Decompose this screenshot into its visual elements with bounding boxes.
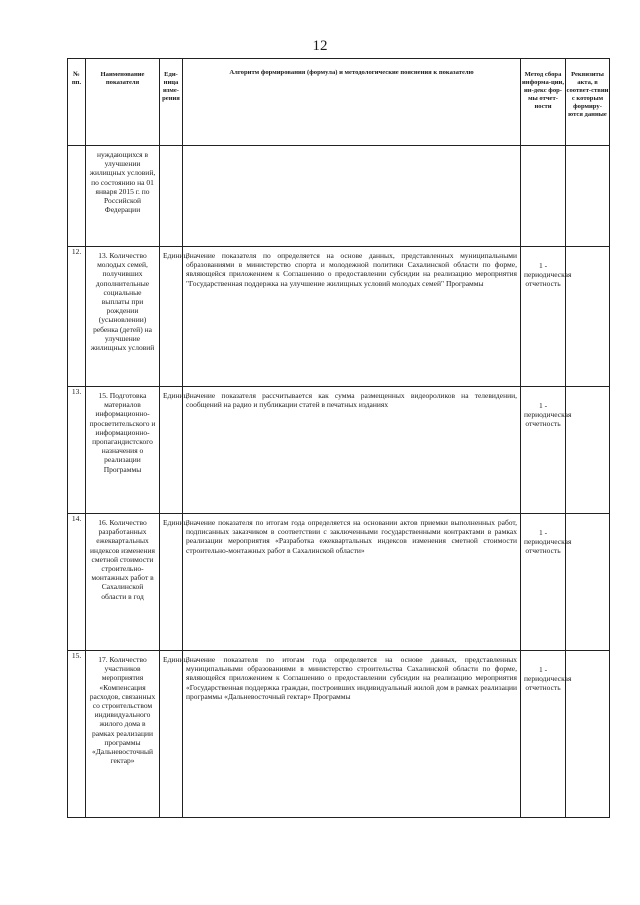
algorithm-text: Значение показателя рассчитывается как сумма размещенных видеороликов на телевидении, сообщений на радио и публикации статей в печатных изданиях [183, 387, 521, 514]
act-details [566, 146, 610, 247]
algorithm-text: Значение показателя по определяется на основе данных, представленных муниципальными образованиями в министерство спорта и молодежной политики Сахалинской области по форме, являющейся приложением к Соглашению о предоставлении субсидии на реализацию мероприятия "Государственная поддержка на улучшение жилищных условий молодых семей" Программы [183, 247, 521, 387]
table-row [68, 247, 610, 387]
row-number [68, 146, 86, 247]
header-indicator-name: Наименование показателя [86, 59, 160, 146]
unit [160, 146, 183, 247]
row-number: 12. [68, 247, 86, 387]
unit: Единиц [160, 651, 183, 818]
algorithm-text [183, 146, 521, 247]
collection-method: 1 - периодическая отчетность [521, 247, 566, 387]
table-row [68, 514, 610, 651]
row-number: 14. [68, 514, 86, 651]
indicator-name: 13. Количество молодых семей, получивших дополнительные социальные выплаты при рождении (усыновлении) ребенка (детей) на улучшение жилищных условий [86, 247, 160, 387]
act-details [566, 514, 610, 651]
unit: Единиц [160, 247, 183, 387]
header-act-details: Реквизиты акта, в соответ-ствии с которым формиру-ются данные [566, 59, 610, 146]
table-row [68, 651, 610, 818]
table-row [68, 387, 610, 514]
header-collection-method: Метод сбора информа-ции, ин-декс фор-мы отчет-ности [521, 59, 566, 146]
unit: Единиц [160, 387, 183, 514]
collection-method [521, 146, 566, 247]
table-row [68, 146, 610, 247]
act-details [566, 651, 610, 818]
unit: Единиц [160, 514, 183, 651]
act-details [566, 247, 610, 387]
row-number: 15. [68, 651, 86, 818]
algorithm-text: Значение показателя по итогам года определяется на основе данных, представленных муниципальными образованиями в министерство строительства Сахалинской области по форме, являющейся приложением к Соглашению о предоставлении субсидии на реализацию мероприятия «Государственная поддержка граждан, построивших индивидуальный жилой дом в рамках реализации программы «Дальневосточный гектар» Программы [183, 651, 521, 818]
indicator-name: 16. Количество разработанных ежеквартальных индексов изменения сметной стоимости строительно-монтажных работ в Сахалинской области в год [86, 514, 160, 651]
collection-method: 1 - периодическая отчетность [521, 514, 566, 651]
indicator-name: 15. Подготовка материалов информационно-просветительского и информационно-пропагандистского назначения о реализации Программы [86, 387, 160, 514]
collection-method: 1 - периодическая отчетность [521, 387, 566, 514]
page-number: 12 [312, 38, 328, 54]
header-unit: Еди-ница изме-рения [160, 59, 183, 146]
header-algorithm: Алгоритм формирования (формула) и методологические пояснения к показателю [183, 59, 521, 146]
algorithm-text: Значение показателя по итогам года определяется на основании актов приемки выполненных работ, подписанных заказчиком в соответствии с заключенными государственными контрактами в рамках реализации мероприятия «Разработка ежеквартальных индексов изменения сметной стоимости строительно-монтажных работ в Сахалинской области» [183, 514, 521, 651]
indicators-table [67, 58, 610, 818]
table-header-row [68, 59, 610, 146]
row-number: 13. [68, 387, 86, 514]
collection-method: 1 - периодическая отчетность [521, 651, 566, 818]
header-number: № пп. [68, 59, 86, 146]
indicator-name: нуждающихся в улучшении жилищных условий, по состоянию на 01 января 2015 г. по Российской Федерации [86, 146, 160, 247]
act-details [566, 387, 610, 514]
indicator-name: 17. Количество участников мероприятия «Компенсация расходов, связанных со строительством индивидуального жилого дома в рамках реализации программы «Дальневосточный гектар» [86, 651, 160, 818]
